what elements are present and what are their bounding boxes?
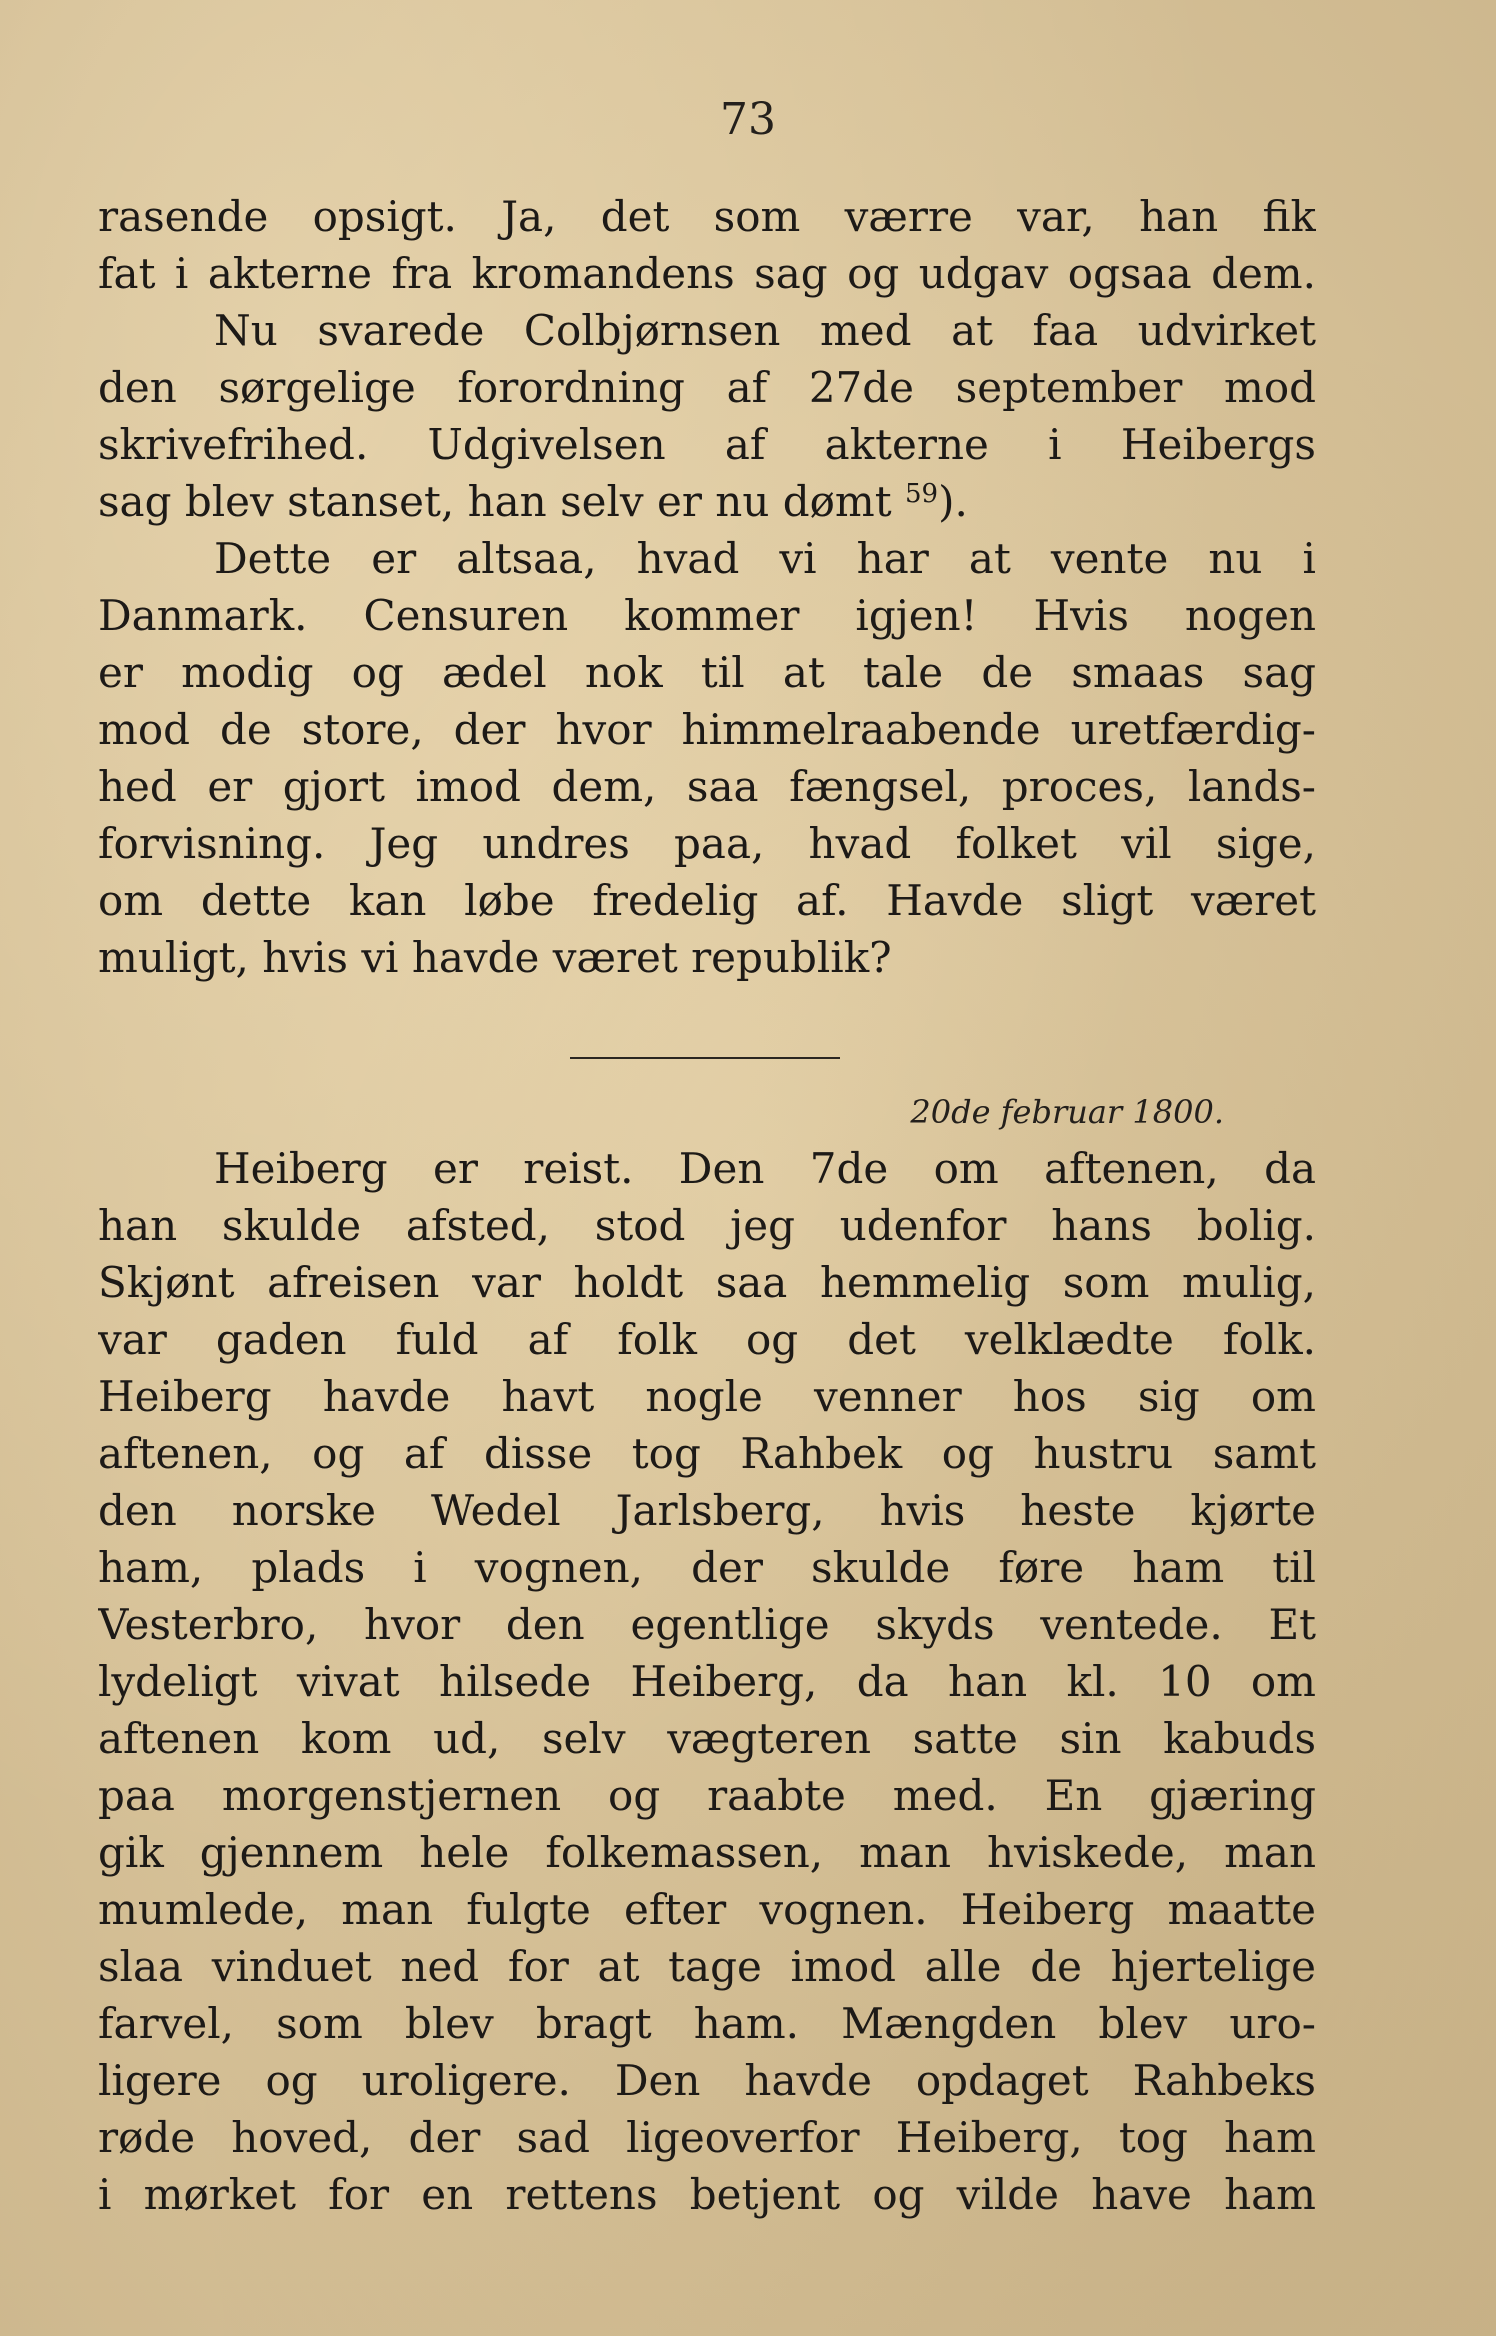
- text-line: Skjønt afreisen var holdt saa hemmelig som mulig,: [98, 1258, 1316, 1307]
- text-line: ham, plads i vognen, der skulde føre ham til: [98, 1543, 1316, 1592]
- dateline: 20de februar 1800.: [910, 1093, 1224, 1131]
- text-line: forvisning. Jeg undres paa, hvad folket vil sige,: [98, 819, 1316, 868]
- footnote-reference-close: ).: [938, 477, 968, 526]
- text-line: farvel, som blev bragt ham. Mængden blev uro-: [98, 1999, 1316, 2048]
- text-line: røde hoved, der sad ligeoverfor Heiberg, tog ham: [98, 2113, 1316, 2162]
- text-line: Vesterbro, hvor den egentlige skyds ventede. Et: [98, 1600, 1316, 1649]
- text-line: den sørgelige forordning af 27de september mod: [98, 363, 1316, 412]
- text-line: Dette er altsaa, hvad vi har at vente nu i: [214, 534, 1316, 583]
- text-line: skrivefrihed. Udgivelsen af akterne i Heibergs: [98, 420, 1316, 469]
- text-line-with-note: [98, 473, 1316, 530]
- text-line: paa morgenstjernen og raabte med. En gjæring: [98, 1771, 1316, 1820]
- text-line: hed er gjort imod dem, saa fængsel, proces, lands-: [98, 762, 1316, 811]
- text-line: gik gjennem hele folkemassen, man hviskede, man: [98, 1828, 1316, 1877]
- text-line: mod de store, der hvor himmelraabende uretfærdig-: [98, 705, 1316, 754]
- text-line: om dette kan løbe fredelig af. Havde sligt været: [98, 876, 1316, 925]
- text-line: var gaden fuld af folk og det velklædte folk.: [98, 1315, 1316, 1364]
- text-block-first: [98, 188, 1316, 986]
- text-line: lydeligt vivat hilsede Heiberg, da han kl. 10 om: [98, 1657, 1316, 1706]
- text-line: Danmark. Censuren kommer igjen! Hvis nogen: [98, 591, 1316, 640]
- text-line: han skulde afsted, stod jeg udenfor hans bolig.: [98, 1201, 1316, 1250]
- text-line: ligere og uroligere. Den havde opdaget Rahbeks: [98, 2056, 1316, 2105]
- section-divider: [570, 1057, 840, 1059]
- text-line: aftenen kom ud, selv vægteren satte sin kabuds: [98, 1714, 1316, 1763]
- text-line: Heiberg er reist. Den 7de om aftenen, da: [214, 1144, 1316, 1193]
- page-number: 73: [720, 94, 776, 145]
- text-line-body: sag blev stanset, han selv er nu dømt: [98, 477, 892, 526]
- text-line: aftenen, og af disse tog Rahbek og hustru samt: [98, 1429, 1316, 1478]
- text-line: rasende opsigt. Ja, det som værre var, han fik: [98, 192, 1316, 241]
- text-line: muligt, hvis vi havde været republik?: [98, 933, 892, 982]
- text-line: fat i akterne fra kromandens sag og udgav ogsaa dem.: [98, 249, 1316, 298]
- footnote-reference: 59: [904, 479, 939, 509]
- text-line: Nu svarede Colbjørnsen med at faa udvirket: [214, 306, 1316, 355]
- text-line: mumlede, man fulgte efter vognen. Heiberg maatte: [98, 1885, 1316, 1934]
- text-line: Heiberg havde havt nogle venner hos sig om: [98, 1372, 1316, 1421]
- text-line: den norske Wedel Jarlsberg, hvis heste kjørte: [98, 1486, 1316, 1535]
- text-line: slaa vinduet ned for at tage imod alle de hjertelige: [98, 1942, 1316, 1991]
- text-block-second: [98, 1140, 1316, 2223]
- text-line: er modig og ædel nok til at tale de smaas sag: [98, 648, 1316, 697]
- text-line: i mørket for en rettens betjent og vilde have ham: [98, 2170, 1316, 2219]
